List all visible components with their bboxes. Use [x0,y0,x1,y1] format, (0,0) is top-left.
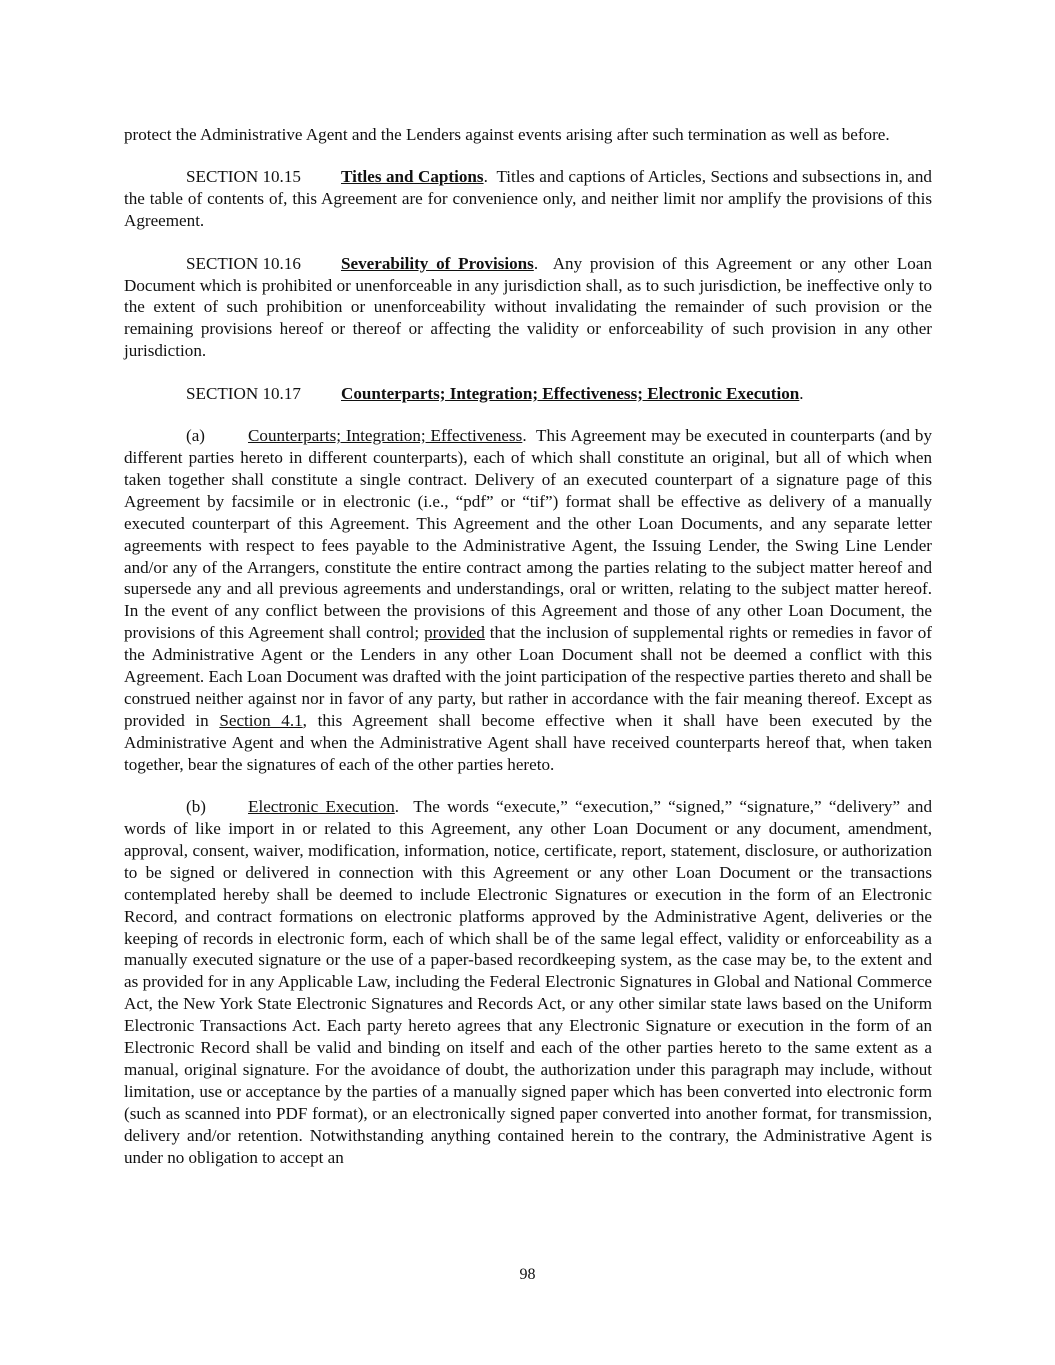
section-number: SECTION 10.15 [186,167,301,187]
subsection-body: This Agreement may be executed in counterparts (and by different parties hereto in different counterparts), each of which shall constitute an original, but all of which when taken together shall constitute a single contract. Delivery of an executed counterpart of a signature page of this Agreement by facsimile or in electronic (i.e., “pdf” or “tif”) format shall be effective as delivery of a manually executed counterpart of this Agreement. This Agreement and the other Loan Documents, and any separate letter agreements with respect to fees payable to the Administrative Agent, the Issuing Lender, the Swing Line Lender and/or any of the Arrangers, constitute the entire contract among the parties relating to the subject matter hereof and supersede any and all previous agreements and understandings, oral or written, relating to the subject matter hereof. In the event of any conflict between the provisions of this Agreement and those of any other Loan Document, the provisions of this Agreement shall control; [124,426,932,643]
provided-term: provided [424,623,485,643]
section-body: Any provision of this Agreement or any other Loan Document which is prohibited or unenforceable in any jurisdiction shall, as to such jurisdiction, be ineffective only to the extent of such prohibition or unenforceability without invalidating the remainder of such provision or the remaining provisions hereof or thereof or affecting the validity or enforceability of such provision in any other jurisdiction. [124,253,932,361]
subsection-b: (b) Electronic Execution. The words “execute,” “execution,” “signed,” “signature,” “delivery” and words of like import in or related to this Agreement, any other Loan Document or any document, amendment, approval, consent, waiver, modification, information, notice, certificate, report, statement, disclosure, or authorization to be signed or delivered in connection with this Agreement or any other Loan Document or the transactions contemplated hereby shall be deemed to include Electronic Signatures or execution in the form of an Electronic Record, and contract formations on electronic platforms approved by the Administrative Agent, deliveries or the keeping of records in electronic form, each of which shall be of the same legal effect, validity or enforceability as a manually executed signature or the use of a paper-based recordkeeping system, as the case may be, to the extent and as provided for in any Applicable Law, including the Federal Electronic Signatures in Global and National Commerce Act, the New York State Electronic Signatures and Records Act, or any other similar state laws based on the Uniform Electronic Transactions Act. Each party hereto agrees that any Electronic Signature or execution in the form of an Electronic Record shall be valid and binding on itself and each of the other parties hereto to the same extent as a manual, original signature. For the avoidance of doubt, the authorization under this paragraph may include, without limitation, use or acceptance by the parties of a manually signed paper which has been converted into electronic form (such as scanned into PDF format), or an electronically signed paper converted into another format, for transmission, delivery and/or retention. Notwithstanding anything contained herein to the contrary, the Administrative Agent is under no obligation to accept an [124,797,932,1167]
subsection-label: (b) [186,797,206,817]
subsection-body-continued: that the inclusion of supplemental rights or remedies in favor of the Administrative Agent or the Lenders in any other Loan Document shall not be deemed a conflict with this Agreement. Each Loan Document was drafted with the joint participation of the respective parties thereto and shall be construed neither against nor in favor of any party, but rather in accordance with the fair meaning thereof. Except as provided in [124,623,932,730]
section-10-17: SECTION 10.17 Counterparts; Integration; Effectiveness; Electronic Execution. [186,383,804,403]
continuation-text: protect the Administrative Agent and the Lenders against events arising after such termination as well as before. [124,125,890,144]
section-number: SECTION 10.17 [186,383,301,403]
subsection-label: (a) [186,426,205,446]
section-10-15: SECTION 10.15 Titles and Captions. Titles and captions of Articles, Sections and subsections in, and the table of contents of, this Agreement are for convenience only, and neither limit nor amplify the provisions of this Agreement. [124,167,932,231]
section-title: Severability of Provisions [341,253,534,273]
subsection-body-end: , this Agreement shall become effective when it shall have been executed by the Administrative Agent and when the Administrative Agent shall have received counterparts hereof that, when taken together, bear the signatures of each of the other parties hereto. [124,710,933,774]
document-page [124,124,932,1189]
section-title: Counterparts; Integration; Effectiveness; Electronic Execution [341,383,800,403]
continuation-paragraph [124,124,932,146]
subsection-heading: Counterparts; Integration; Effectiveness [248,426,523,446]
page-number: 98 [519,1266,536,1283]
section-title: Titles and Captions [341,167,484,187]
section-reference: Section 4.1 [219,710,303,730]
section-number: SECTION 10.16 [186,253,301,273]
subsection-heading: Electronic Execution [248,797,395,817]
section-10-16: SECTION 10.16 Severability of Provisions. Any provision of this Agreement or any other Loan Document which is prohibited or unenforceable in any jurisdiction shall, as to such jurisdiction, be ineffective only to the extent of such prohibition or unenforceability without invalidating the remainder of such provision or the remaining provisions hereof or thereof or affecting the validity or enforceability of such provision in any other jurisdiction. [124,253,932,361]
subsection-body: The words “execute,” “execution,” “signed,” “signature,” “delivery” and words of like import in or related to this Agreement, any other Loan Document or any document, amendment, approval, consent, waiver, modification, information, notice, certificate, report, statement, disclosure, or authorization to be signed or delivered in connection with this Agreement or any other Loan Document or the transactions contemplated hereby shall be deemed to include Electronic Signatures or execution in the form of an Electronic Record, and contract formations on electronic platforms approved by the Administrative Agent, deliveries or the keeping of records in electronic form, each of which shall be of the same legal effect, validity or enforceability as a manually executed signature or the use of a paper-based recordkeeping system, as the case may be, to the extent and as provided for in any Applicable Law, including the Federal Electronic Signatures in Global and National Commerce Act, the New York State Electronic Signatures and Records Act, or any other similar state laws based on the Uniform Electronic Transactions Act. Each party hereto agrees that any Electronic Signature or execution in the form of an Electronic Record shall be valid and binding on itself and each of the other parties hereto to the same extent as a manual, original signature. For the avoidance of doubt, the authorization under this paragraph may include, without limitation, use or acceptance by the parties of a manually signed paper which has been converted into electronic form (such as scanned into PDF format), or an electronically signed paper converted into another format, for transmission, delivery and/or retention. Notwithstanding anything contained herein to the contrary, the Administrative Agent is under no obligation to accept an [124,797,932,1167]
subsection-a: (a) Counterparts; Integration; Effectiveness. This Agreement may be executed in counterparts (and by different parties hereto in different counterparts), each of which shall constitute an original, but all of which when taken together shall constitute a single contract. Delivery of an executed counterpart of a signature page of this Agreement by facsimile or in electronic (i.e., “pdf” or “tif”) format shall be effective as delivery of a manually executed counterpart of this Agreement. This Agreement and the other Loan Documents, and any separate letter agreements with respect to fees payable to the Administrative Agent, the Issuing Lender, the Swing Line Lender and/or any of the Arrangers, constitute the entire contract among the parties relating to the subject matter hereof and supersede any and all previous agreements and understandings, oral or written, relating to the subject matter hereof. In the event of any conflict between the provisions of this Agreement and those of any other Loan Document, the provisions of this Agreement shall control; provided that the inclusion of supplemental rights or remedies in favor of the Administrative Agent or the Lenders in any other Loan Document shall not be deemed a conflict with this Agreement. Each Loan Document was drafted with the joint participation of the respective parties thereto and shall be construed neither against nor in favor of any party, but rather in accordance with the fair meaning thereof. Except as provided in Section 4.1, this Agreement shall become effective when it shall have been executed by the Administrative Agent and when the Administrative Agent shall have received counterparts hereof that, when taken together, bear the signatures of each of the other parties hereto. [124,426,933,774]
section-body: Titles and captions of Articles, Sections and subsections in, and the table of contents of, this Agreement are for convenience only, and neither limit nor amplify the provisions of this Agreement. [124,167,932,231]
